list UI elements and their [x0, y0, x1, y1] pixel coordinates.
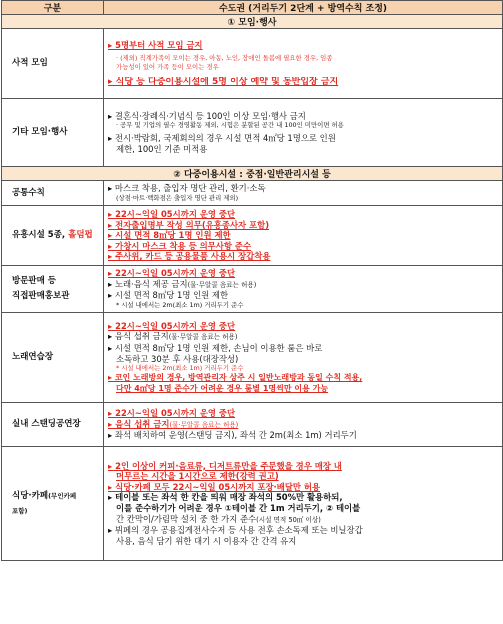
rule-line: ▸ 22시~익일 05시까지 운영 중단	[108, 408, 236, 419]
rule-line: 가능성이 있어 가족 등이 모이는 경우	[116, 63, 219, 71]
rule-line: ▸ 시설 면적 8㎡당 1명 인원 제한, 손님이 이용한 룸은 바로	[108, 342, 323, 353]
row-content-private-gathering	[104, 29, 503, 99]
section-facilities: ② 다중이용시설 : 중점·일반관리시설 등	[2, 167, 503, 181]
row-label-standing: 실내 스탠딩공연장	[2, 403, 104, 447]
rule-line: ▸ 좌석 배치하여 운영(스탠딩 금지), 좌석 간 2m(최소 1m) 거리두기	[108, 430, 357, 441]
rule-line: ▸ 5명부터 사적 모임 금지	[108, 40, 203, 51]
row-label-private-gathering: 사적 모임	[2, 29, 104, 99]
rule-line: ▸ 음식 섭취 금지(물·무알콜 음료는 허용)	[108, 331, 238, 342]
rule-line: 소독하고 30분 후 사용(대장작성)	[116, 353, 239, 364]
rule-line: ▸ 노래·음식 제공 금지(물·무알콜 음료는 허용)	[108, 278, 257, 289]
row-label-entertainment: 유흥시설 5종, 홀덤펍	[2, 206, 104, 266]
rule-line: 제한, 100인 기준 미적용	[116, 143, 208, 154]
row-content-common	[104, 181, 503, 206]
rule-line: * 시설 내에서는 2m(최소 1m) 거리두기 준수	[116, 364, 244, 373]
rule-line: (상점·마트·백화점은 출입자 명단 관리 제외)	[116, 193, 239, 202]
rule-line: ▸ 주사위, 카드 등 공용물품 사용시 장갑착용	[108, 251, 271, 262]
rule-line: ▸ 마스크 착용, 출입자 명단 관리, 환기·소독	[108, 183, 266, 194]
row-label-common: 공통수칙	[2, 181, 104, 206]
rule-line: ▸ 뷔페의 경우 공용집게전사수저 등 사용 전후 손소독제 또는 비닐장갑	[108, 525, 363, 536]
rule-line: ▸ 테이블 또는 좌석 한 칸을 띄워 매장 좌석의 50%만 활용하되,	[108, 492, 343, 503]
row-content-standing	[104, 403, 503, 447]
rule-line: 간 칸막이/가림막 설치 중 한 가지 준수(시설 면적 50㎡ 이상)	[116, 513, 321, 524]
row-content-restaurant	[104, 447, 503, 561]
row-content-events	[104, 99, 503, 167]
rule-line: ▸ 2인 이상이 커피·음료류, 디저트류만을 주문했을 경우 매장 내	[108, 460, 342, 471]
rule-line: 사용, 음식 담기 위한 대기 시 이용자 간 간격 유지	[116, 535, 297, 546]
rule-line: · (제외) 직계가족이 모이는 경우, 아동, 노인, 장애인 돌봄에 필요한 경우, 임종	[116, 54, 333, 62]
rule-line: ▸ 식당·카페 모두 22시~익일 05시까지 포장·배달만 허용	[108, 481, 321, 492]
header-rules: 수도권 (거리두기 2단계 + 방역수칙 조정)	[104, 1, 503, 15]
guideline-table	[1, 0, 503, 561]
section-gatherings: ① 모임·행사	[2, 15, 503, 29]
rule-line: 이를 준수하기가 어려운 경우 ①테이블 간 1m 거리두기, ② 테이블	[116, 503, 361, 513]
rule-line: * 시설 내에서는 2m(최소 1m) 거리두기 준수	[116, 300, 244, 309]
rule-line: ▸ 가창시 마스크 착용 등 의무사항 준수	[108, 240, 252, 251]
row-content-entertainment	[104, 206, 503, 266]
row-label-karaoke: 노래연습장	[2, 313, 104, 403]
row-label-restaurant: 식당·카페(무인카페 포함)	[2, 447, 104, 561]
rule-line: ▸ 전자출입명부 작성 의무(유흥종사자 포함)	[108, 219, 270, 230]
rule-line: ▸ 코인 노래방의 경우, 방역관리자 상주 시 일반노래방과 동일 수칙 적용,	[108, 373, 363, 383]
rule-line: ▸ 22시~익일 05시까지 운영 중단	[108, 209, 236, 220]
row-label-door-sales: 방문판매 등 직접판매홍보관	[2, 266, 104, 313]
row-content-door-sales	[104, 266, 503, 313]
row-label-events: 기타 모임·행사	[2, 99, 104, 167]
rule-line: ▸ 식당 등 다중이용시설에 5명 이상 예약 및 동반입장 금지	[108, 77, 339, 87]
rule-line: ▸ 전시·박람회, 국제회의의 경우 시설 면적 4㎡당 1명으로 인원	[108, 133, 336, 144]
header-category: 구분	[2, 1, 104, 15]
rule-line: ▸ 음식 섭취 금지(물·무알콜 음료는 허용)	[108, 418, 239, 429]
row-content-karaoke	[104, 313, 503, 403]
rule-line: · 공무 및 기업의 필수 경영활동 제외, 시험은 분할된 공간 내 100인 미만이면 허용	[116, 121, 344, 130]
rule-line: ▸ 시설 면적 8㎡당 1명 인원 제한	[108, 290, 229, 301]
rule-line: 머무르는 시간을 1시간으로 제한(강력 권고)	[116, 471, 279, 482]
rule-line: ▸ 22시~익일 05시까지 운영 중단	[108, 320, 236, 331]
rule-line: ▸ 22시~익일 05시까지 운영 중단	[108, 268, 236, 279]
rule-line: ▸ 결혼식·장례식·기념식 등 100인 이상 모임·행사 금지	[108, 110, 306, 121]
rule-line: 다만 4㎡당 1명 준수가 어려운 경우 룸별 1명씩만 이용 가능	[116, 383, 329, 393]
rule-line: ▸ 시설 면적 8㎡당 1명 인원 제한	[108, 230, 231, 241]
